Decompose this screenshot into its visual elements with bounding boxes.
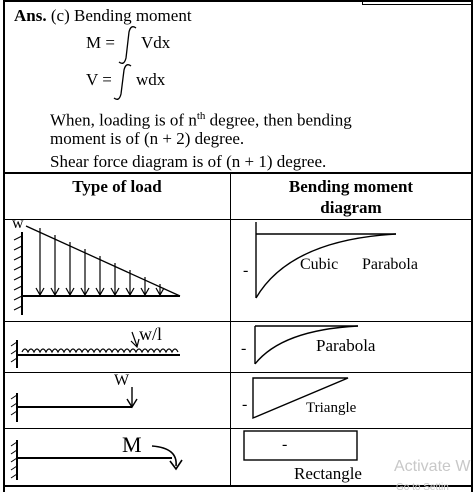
bmd-label-rectangle: Rectangle (294, 464, 362, 483)
eq1-lhs: M = (86, 33, 115, 52)
bmd-sign-row4: - (282, 436, 288, 453)
triangular-load-diagram (14, 226, 180, 315)
load-label-M: M (122, 432, 142, 457)
bmd-label-cubic: Cubic (300, 256, 339, 273)
rectangle-bmd (244, 431, 357, 460)
moment-load-diagram (11, 440, 182, 480)
col-header-load: Type of load (72, 177, 162, 196)
bmd-label-parabola-2: Parabola (316, 336, 376, 355)
para1-a: When, loading is of n (50, 110, 197, 130)
paragraph-line-3: Shear force diagram is of (n + 1) degree. (50, 152, 327, 171)
load-label-w-per-l (139, 324, 162, 345)
answer-prefix: Ans. (14, 6, 47, 25)
point-load-diagram (11, 387, 137, 422)
col-header-bmd-line1: Bending moment (288, 177, 414, 196)
col-header-bmd-line2: diagram (320, 198, 382, 217)
activate-watermark: Activate W (394, 458, 471, 475)
bmd-sign-row1: - (243, 262, 249, 279)
answer-choice: (c) Bending moment (50, 6, 192, 25)
paragraph-line-2: moment is of (n + 2) degree. (50, 129, 245, 148)
bmd-label-triangle: Triangle (306, 400, 357, 416)
settings-watermark: Go to Settin (396, 482, 449, 493)
load-label-w: w (12, 215, 24, 232)
bmd-sign-row3: - (242, 396, 248, 413)
w-per-l-text: w/l (139, 324, 163, 344)
load-label-W: W (114, 372, 130, 389)
para1-sup: th (196, 110, 206, 122)
para1-b: degree, then bending (205, 110, 352, 130)
bmd-sign-row2: - (241, 340, 247, 357)
eq1-rhs: Vdx (141, 33, 171, 52)
eq2-rhs: wdx (136, 70, 166, 89)
bmd-label-parabola-1: Parabola (362, 256, 418, 273)
eq2-lhs: V = (86, 70, 112, 89)
